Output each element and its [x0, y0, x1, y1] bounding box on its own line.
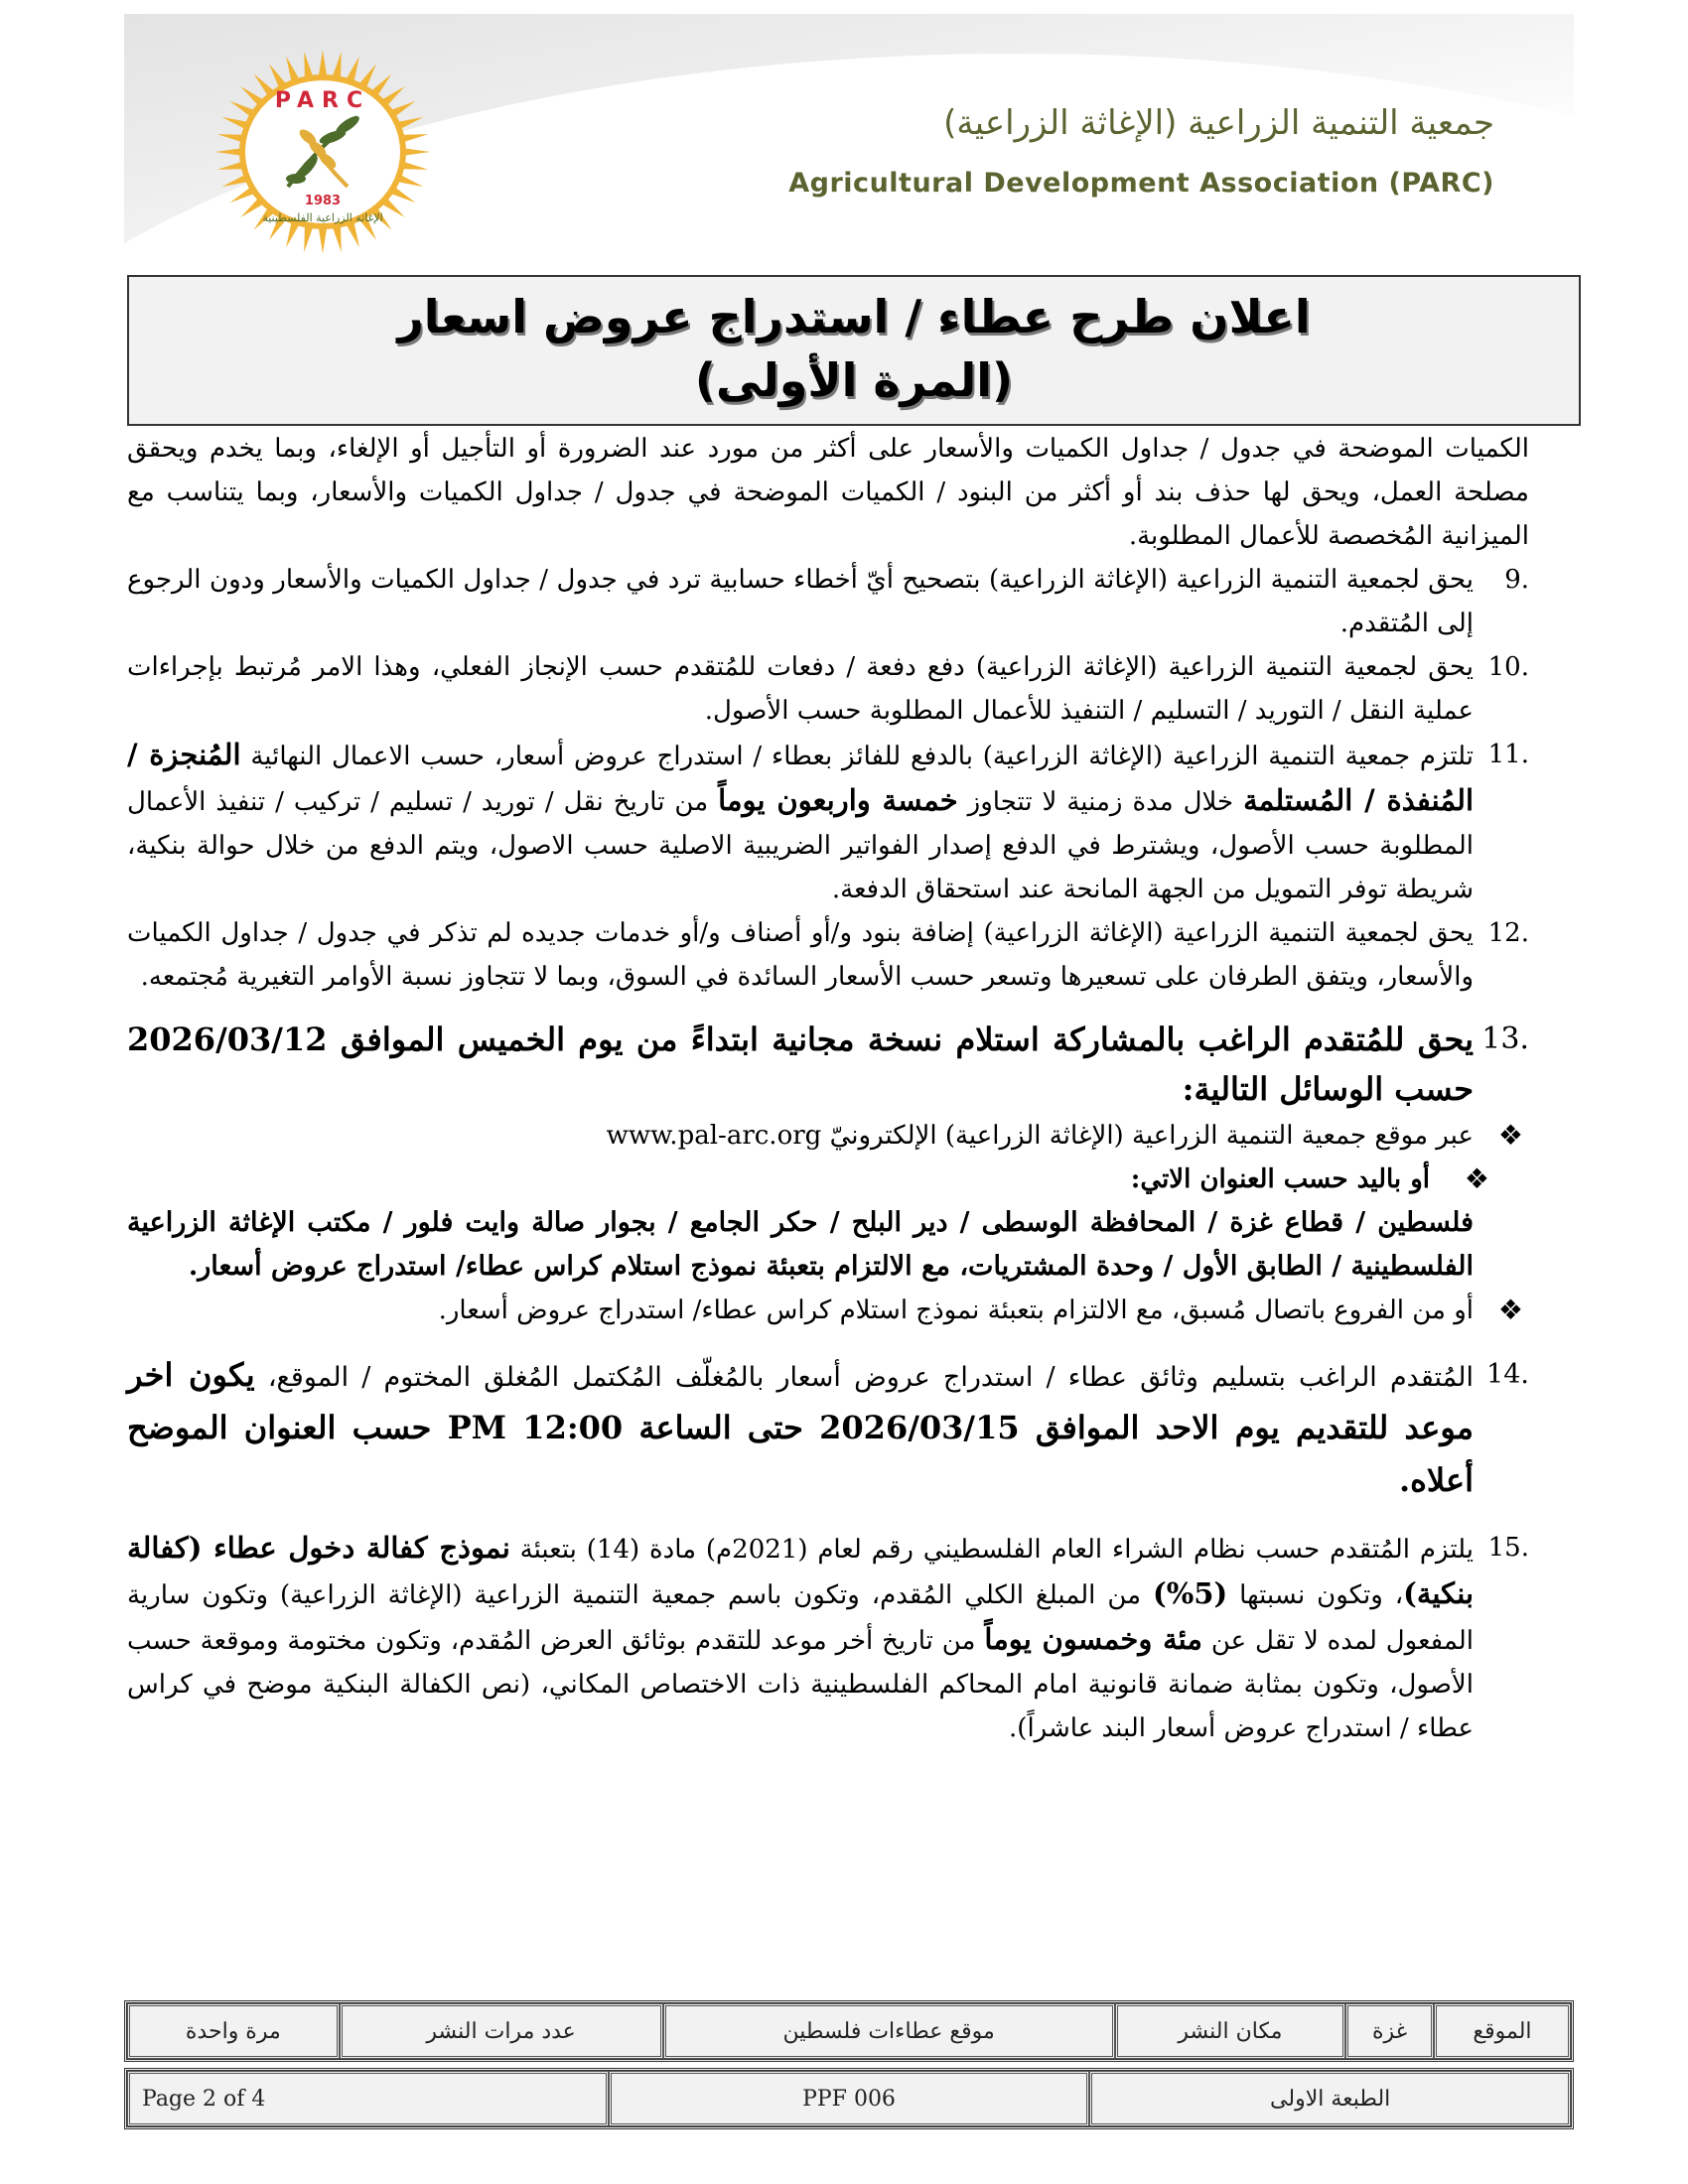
clause-text: المُتقدم الراغب بتسليم وثائق عطاء / استدراج عروض أسعار بالمُغلّف المُكتمل المُغلق المختوم / الموقع، — [267, 1362, 1474, 1393]
publish-place-value: موقع عطاءات فلسطين — [663, 2003, 1115, 2059]
clause-11 — [127, 733, 1529, 911]
publish-count-label: عدد مرات النشر — [340, 2003, 663, 2059]
clause-number: 12. — [1487, 918, 1529, 948]
logo-year: 1983 — [304, 194, 342, 208]
location-value: غزة — [1345, 2003, 1434, 2059]
guarantee-validity: مئة وخمسون يوماً — [984, 1622, 1202, 1656]
clause-13 — [127, 1015, 1529, 1114]
clause-10 — [127, 645, 1529, 733]
org-name-english: Agricultural Development Association (PARC) — [788, 168, 1494, 199]
announcement-title-box — [127, 275, 1581, 426]
parc-logo — [209, 38, 437, 266]
clause-text: خلال مدة زمنية لا تتجاوز — [967, 787, 1234, 817]
clause-text: يحق لجمعية التنمية الزراعية (الإغاثة الزراعية) دفع دفعة / دفعات للمُتقدم حسب الإنجاز الفعلي، وهذا الامر مُرتبط بإجراءات عملية النقل / التوريد / التسليم / التنفيذ للأعمال المطلوبة حسب الأصول. — [127, 652, 1475, 726]
publication-info-table — [124, 2000, 1574, 2062]
announcement-title: اعلان طرح عطاء / استدراج عروض اسعار — [397, 290, 1311, 343]
clause-number: 10. — [1487, 652, 1529, 682]
submission-deadline: يكون اخر موعد للتقديم يوم الاحد الموافق 2026/03/15 حتى الساعة 12:00 PM حسب العنوان الموضح أعلاه. — [127, 1356, 1475, 1499]
clause-text: من المبلغ الكلي المُقدم، وتكون باسم جمعية التنمية الزراعية (الإغاثة الزراعية) وتكون سارية المفعول لمده لا تقل عن — [127, 1580, 1474, 1656]
guarantee-percent: (5%) — [1153, 1576, 1228, 1610]
clause-9 — [127, 558, 1529, 645]
clause-text: ، وتكون نسبتها — [1239, 1580, 1404, 1610]
clause-text: يحق للمُتقدم الراغب بالمشاركة استلام نسخة مجانية ابتداءً من يوم الخميس الموافق 2026/03/12 حسب الوسائل التالية: — [127, 1021, 1474, 1108]
continued-paragraph: الكميات الموضحة في جدول / جداول الكميات والأسعار على أكثر من مورد عند الضرورة أو التأجيل أو الإلغاء، وبما يخدم ويحقق مصلحة العمل، ويحق لها حذف بند أو أكثر من البنود / الكميات الموضحة في جدول / جداول الكميات والأسعار، وبما يتناسب مع الميزانية المُخصصة للأعمال المطلوبة. — [127, 434, 1529, 551]
clause-text: يحق لجمعية التنمية الزراعية (الإغاثة الزراعية) بتصحيح أيّ أخطاء حسابية ترد في جدول / جداول الكميات والأسعار ودون الرجوع إلى المُتقدم. — [127, 565, 1474, 638]
delivery-address: فلسطين / قطاع غزة / المحافظة الوسطى / دير البلح / حكر الجامع / بجوار صالة وايت فلور / مكتب الإغاثة الزراعية الفلسطينية / الطابق الأول / وحدة المشتريات، مع الالتزام بتعبئة نموذج استلام كراس عطاء/ استدراج عروض أسعار. — [127, 1207, 1474, 1282]
diamond-bullet-icon: ❖ — [1464, 1162, 1489, 1195]
clause-text: يلتزم المُتقدم حسب نظام الشراء العام الفلسطيني رقم لعام (2021م) مادة (14) بتعبئة — [519, 1535, 1475, 1565]
payment-period: خمسة واربعون يوماً — [718, 783, 958, 817]
location-label: الموقع — [1434, 2003, 1571, 2059]
clause-text: من تاريخ نقل / توريد / تسليم / تركيب / تنفيذ الأعمال المطلوبة حسب الأصول، ويشترط في الدفع إصدار الفواتير الضريبية الاصلية حسب الاصول، ويتم الدفع من خلال حوالة بنكية، شريطة توفر التمويل من الجهة المانحة عند استحقاق الدفعة. — [127, 787, 1474, 904]
clause-12 — [127, 911, 1529, 999]
clause-number: 11. — [1487, 740, 1529, 769]
form-code: PPF 006 — [609, 2071, 1090, 2126]
letterhead — [124, 14, 1574, 272]
diamond-bullet-icon: ❖ — [1497, 1294, 1523, 1326]
clause-14 — [127, 1350, 1529, 1508]
clause-text: يحق لجمعية التنمية الزراعية (الإغاثة الزراعية) إضافة بنود و/أو أصناف و/أو خدمات جديده لم تذكر في جدول / جداول الكميات والأسعار، ويتفق الطرفان على تسعيرها وتسعر حسب الأسعار السائدة في السوق، وبما لا تتجاوز نسبة الأوامر التغيرية مُجتمعه. — [127, 918, 1474, 992]
clause-number: 9. — [1504, 565, 1529, 595]
bullet-text: عبر موقع جمعية التنمية الزراعية (الإغاثة الزراعية) الإلكترونيّ — [829, 1121, 1474, 1151]
clause-text: من تاريخ أخر موعد للتقدم بوثائق العرض المُقدم، وتكون مختومة وموقعة حسب الأصول، وتكون بمثابة ضمانة قانونية امام المحاكم الفلسطينية ذات الاختصاص المكاني، (نص الكفالة البنكية موضح في كراس عطاء / استدراج عروض أسعار البند عاشراً). — [127, 1626, 1474, 1743]
announcement-subtitle: (المرة الأولى) — [694, 353, 1014, 407]
document-footer — [124, 2000, 1574, 2129]
publish-count-value: مرة واحدة — [127, 2003, 340, 2059]
logo-acronym: PARC — [274, 88, 371, 113]
document-body — [127, 427, 1529, 1750]
clause-number: 14. — [1486, 1359, 1529, 1390]
guarantee-form: نموذج كفالة دخول عطاء (كفالة بنكية) — [127, 1531, 1475, 1610]
diamond-bullet-icon: ❖ — [1497, 1119, 1523, 1152]
bullet-by-hand — [127, 1158, 1529, 1201]
clause-text: تلتزم جمعية التنمية الزراعية (الإغاثة الزراعية) بالدفع للفائز بعطاء / استدراج عروض أسعار، حسب الاعمال النهائية — [250, 742, 1475, 771]
page-number: Page 2 of 4 — [127, 2071, 609, 2126]
bullet-text: أو من الفروع باتصال مُسبق، مع الالتزام بتعبئة نموذج استلام كراس عطاء/ استدراج عروض أسعار. — [438, 1296, 1474, 1325]
org-name-arabic: جمعية التنمية الزراعية (الإغاثة الزراعية) — [943, 103, 1494, 143]
publish-place-label: مكان النشر — [1115, 2003, 1345, 2059]
clause-number: 13. — [1481, 1022, 1529, 1056]
bullet-text: أو باليد حسب العنوان الاتي: — [1130, 1164, 1430, 1194]
clause-number: 15. — [1487, 1533, 1529, 1563]
website-link[interactable]: www.pal-arc.org — [606, 1121, 822, 1151]
acquisition-methods — [127, 1114, 1529, 1332]
clause-15 — [127, 1526, 1529, 1750]
edition: الطبعة الاولى — [1089, 2071, 1571, 2126]
logo-ring-text: الإغاثة الزراعية الفلسطينية — [262, 211, 383, 224]
bullet-branches — [127, 1289, 1529, 1332]
document-control-table — [124, 2068, 1574, 2129]
clause-emphasis: المُنجزة / المُنفذة / المُستلمة — [127, 738, 1474, 817]
bullet-website — [127, 1114, 1529, 1158]
